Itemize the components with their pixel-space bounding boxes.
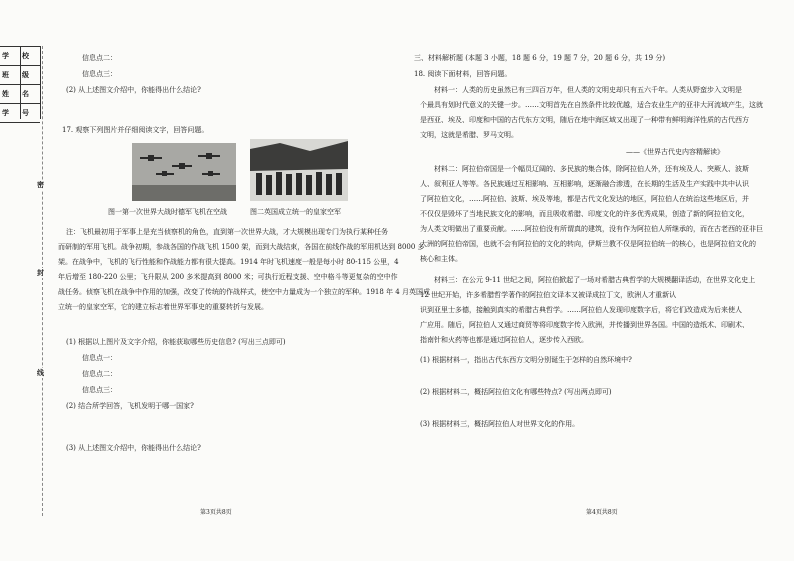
binding-char-mi: 密 <box>37 180 44 189</box>
label-char: 学 <box>2 108 9 117</box>
note-line: 注：飞机最初用于军事上是充当侦察机的角色，直到第一次世界大战，才大规模出现专门为执行某种任务 <box>66 228 388 236</box>
q17-part1: (1) 根据以上图片及文字介绍，你能获取哪些历史信息? (写出三点即可) <box>66 338 286 346</box>
material-3-line: 识到亚里士多德，接触到真实的希腊古典哲学。……阿拉伯人发现印度数字后，将它们改造成为后来使人 <box>420 306 742 314</box>
label-char: 号 <box>22 108 29 117</box>
material-2-line: 了阿拉伯文化，……阿拉伯、波斯、埃及等地，都是古代文化发达的地区，阿拉伯人在统治这些地区后，并 <box>420 195 749 203</box>
material-2-line: 材料二：阿拉伯帝国是一个幅员辽阔的、多民族的集合体，除阿拉伯人外，还有埃及人、突厥人、波斯 <box>434 165 749 173</box>
sidebar-divider <box>20 46 21 119</box>
note-line: 战任务。侦察飞机在战争中作用的加强，改变了传统的作战样式，使空中力量成为一个独立的军种。1918 年 4 月英国成 <box>58 288 430 296</box>
q18-part2: (2) 根据材料二，概括阿拉伯文化有哪些特点? (写出两点即可) <box>420 388 612 396</box>
page-footer-right: 第4页共8页 <box>586 509 618 516</box>
note-line: 年后增至 180-220 公里；飞升限从 200 多米提高到 8000 米；可执行近程支援、空中格斗等更复杂的空中作 <box>58 273 398 281</box>
material-3-line: 指南针和火药等也都是通过阿拉伯人，逐步传入西欧。 <box>420 336 588 344</box>
material-1-line: 材料一：人类的历史虽然已有三四百万年，但人类的文明史却只有五六千年。人类从野蛮步入文明是 <box>434 86 742 94</box>
binding-line <box>42 46 43 516</box>
material-3-line: 广应用。随后，阿拉伯人又通过商贸等将印度数字传入欧洲，并传播到世界各国。中国的造纸术、印刷术、 <box>420 321 749 329</box>
info-point-2: 信息点二： <box>82 370 117 378</box>
q18-part1: (1) 根据材料一，指出古代东西方文明分别诞生于怎样的自然环境中? <box>420 356 632 364</box>
note-line: 而研制的军用飞机。战争初期，参战各国的作战飞机 1500 架，而到大战结束，各国在前线作战的军用机达到 8000 多 <box>58 243 425 251</box>
info-point-1: 信息点一： <box>82 354 117 362</box>
material-2-line: 为人类文明做出了重要贡献。……阿拉伯没有所谓真的建筑，没有作为阿拉伯人所继承的，而在古老西的亚非巨 <box>420 225 763 233</box>
material-2-line: 核心和主体。 <box>420 255 462 263</box>
material-2-line: 不仅仅是毁坏了当地民族文化的影响，而且吸收希腊、印度文化的许多优秀成果，创造了新的阿拉伯文化， <box>420 210 749 218</box>
caption-figure-2: 图二英国成立统一的皇家空军 <box>250 208 341 216</box>
q17-title: 17. 观察下列图片并仔细阅读文字，回答问题。 <box>62 126 209 134</box>
q18-title: 18. 阅读下面材料，回答问题。 <box>414 70 512 78</box>
material-3-line: 12 世纪开始，许多希腊哲学著作的阿拉伯文译本又被译成拉丁文，欧洲人才重新认 <box>420 291 677 299</box>
material-1-line: 是西亚、埃及、印度和中国的古代东方文明，随后在地中海区域又出现了一种带有鲜明海洋性质的古代西方 <box>420 116 749 124</box>
q18-part3: (3) 根据材料三，概括阿拉伯人对世界文化的作用。 <box>420 420 580 428</box>
label-char: 名 <box>22 89 29 98</box>
label-char: 级 <box>22 70 29 79</box>
label-char: 学 <box>2 51 9 60</box>
label-char: 校 <box>22 51 29 60</box>
material-1-line: 个最具有划时代意义的关键一步。……文明首先在自然条件比较优越，适合农业生产的亚非大河流域产生，这就 <box>420 101 763 109</box>
label-char: 姓 <box>2 89 9 98</box>
q16-part2: (2) 从上述图文介绍中，你能得出什么结论? <box>66 86 201 94</box>
info-point-2-top: 信息点二： <box>82 54 117 62</box>
material-1-line: 文明，这就是希腊、罗马文明。 <box>420 131 518 139</box>
section-3-title: 三、材料解析题 (本题 3 小题，18 题 6 分，19 题 7 分，20 题 6 分，共 19 分) <box>414 54 666 62</box>
ww1-aircraft-photo <box>132 143 236 201</box>
label-char: 班 <box>2 70 9 79</box>
sidebar-border <box>40 46 41 119</box>
material-2-line: 大洲的阿拉伯帝国，也就不会有阿拉伯的文化的转向，伊斯兰教不仅是阿拉伯统一的核心，也是阿拉伯文化的 <box>420 240 756 248</box>
page-footer-left: 第3页共8页 <box>200 509 232 516</box>
binding-char-xian: 线 <box>37 368 44 377</box>
q17-part3: (3) 从上述图文介绍中，你能得出什么结论? <box>66 444 201 452</box>
caption-figure-1: 图一第一次世界大战时德军飞机在空战 <box>108 208 227 216</box>
info-point-3-top: 信息点三： <box>82 70 117 78</box>
royal-air-force-photo <box>250 139 348 201</box>
material-3-line: 材料三：在公元 9-11 世纪之间，阿拉伯掀起了一场对希腊古典哲学的大规模翻译活动，在世界文化史上 <box>434 276 756 284</box>
q17-part2: (2) 结合所学回答，飞机发明于哪一国家? <box>66 402 194 410</box>
info-point-3: 信息点三： <box>82 386 117 394</box>
material-1-source: ——《世界古代史内容精解读》 <box>626 148 724 156</box>
binding-char-feng: 封 <box>37 268 44 277</box>
note-line: 架。在战争中，飞机的飞行性能和作战能力都有很大提高。1914 年时飞机速度一般是每小时 80-115 公里，4 <box>58 258 399 266</box>
note-line: 立统一的皇家空军，它的建立标志着世界军事史的重要转折与发展。 <box>58 303 268 311</box>
material-2-line: 人、叙利亚人等等。各民族通过互相影响、互相影响，逐渐融合渗透，在长期的生活及生产实践中共中认识 <box>420 180 749 188</box>
